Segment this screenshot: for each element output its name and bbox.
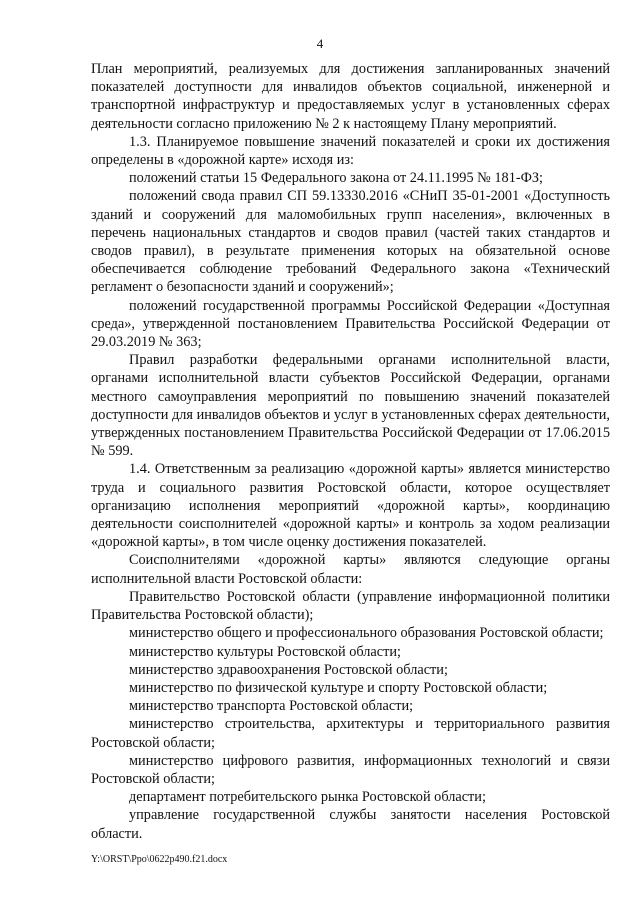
paragraph: управление государственной службы занятости населения Ростовской области. (91, 807, 610, 842)
paragraph: министерство здравоохранения Ростовской области; (129, 661, 448, 678)
paragraph: положений государственной программы Российской Федерации «Доступная среда», утвержденной постановлением Правительства Российской Федерации от 29.03.2019 № 363; (91, 297, 610, 351)
paragraph: департамент потребительского рынка Ростовской области; (129, 789, 486, 806)
paragraph: министерство по физической культуре и спорту Ростовской области; (129, 679, 548, 696)
paragraph: положений свода правил СП 59.13330.2016 «СНиП 35-01-2001 «Доступность зданий и сооружений для маломобильных групп населения», включенных в перечень национальных стандартов и сводов правил (частей таких стандартов и сводов правил), в результате применения которых на обязательной основе обеспечивается соблюдение требований Федерального закона «Технический регламент о безопасности зданий и сооружений»; (91, 188, 610, 296)
paragraph: министерство строительства, архитектуры и территориального развития Ростовской области; (91, 716, 610, 751)
document-body (91, 60, 610, 843)
footer-file-path: Y:\ORST\Ppo\0622p490.f21.docx (91, 854, 228, 865)
paragraph: 1.4. Ответственным за реализацию «дорожной карты» является министерство труда и социального развития Ростовской области, которое осуществляет организацию исполнения мероприятий «дорожной карты», координацию деятельности соисполнителей «дорожной карты» и контроль за ходом реализации «дорожной карты», в том числе оценку достижения показателей. (91, 461, 610, 551)
paragraph: Правительство Ростовской области (управление информационной политики Правительства Ростовской области); (91, 588, 610, 624)
paragraph: министерство транспорта Ростовской области; (129, 698, 414, 715)
paragraph: Соисполнителями «дорожной карты» являются следующие органы исполнительной власти Ростовской области: (91, 552, 610, 587)
paragraph: 1.3. Планируемое повышение значений показателей и сроки их достижения определены в «дорожной карте» исходя из: (91, 133, 610, 169)
paragraph: План мероприятий, реализуемых для достижения запланированных значений показателей доступности для инвалидов объектов социальной, инженерной и транспортной инфраструктур и предоставляемых услуг в установленных сферах деятельности согласно приложению № 2 к настоящему Плану мероприятий. (91, 61, 610, 132)
page-number: 4 (316, 36, 324, 51)
paragraph: министерство цифрового развития, информационных технологий и связи Ростовской области; (91, 752, 610, 787)
paragraph: министерство общего и профессионального образования Ростовской области; (129, 625, 604, 642)
paragraph: Правил разработки федеральными органами исполнительной власти, органами исполнительной власти субъектов Российской Федерации, органами местного самоуправления мероприятий по повышению значений показателей доступности для инвалидов объектов и услуг в установленных сферах деятельности, утвержденных постановлением Правительства Российской Федерации от 17.06.2015 № 599. (91, 352, 610, 460)
paragraph: министерство культуры Ростовской области; (129, 643, 401, 660)
paragraph: положений статьи 15 Федерального закона от 24.11.1995 № 181-ФЗ; (129, 170, 544, 187)
